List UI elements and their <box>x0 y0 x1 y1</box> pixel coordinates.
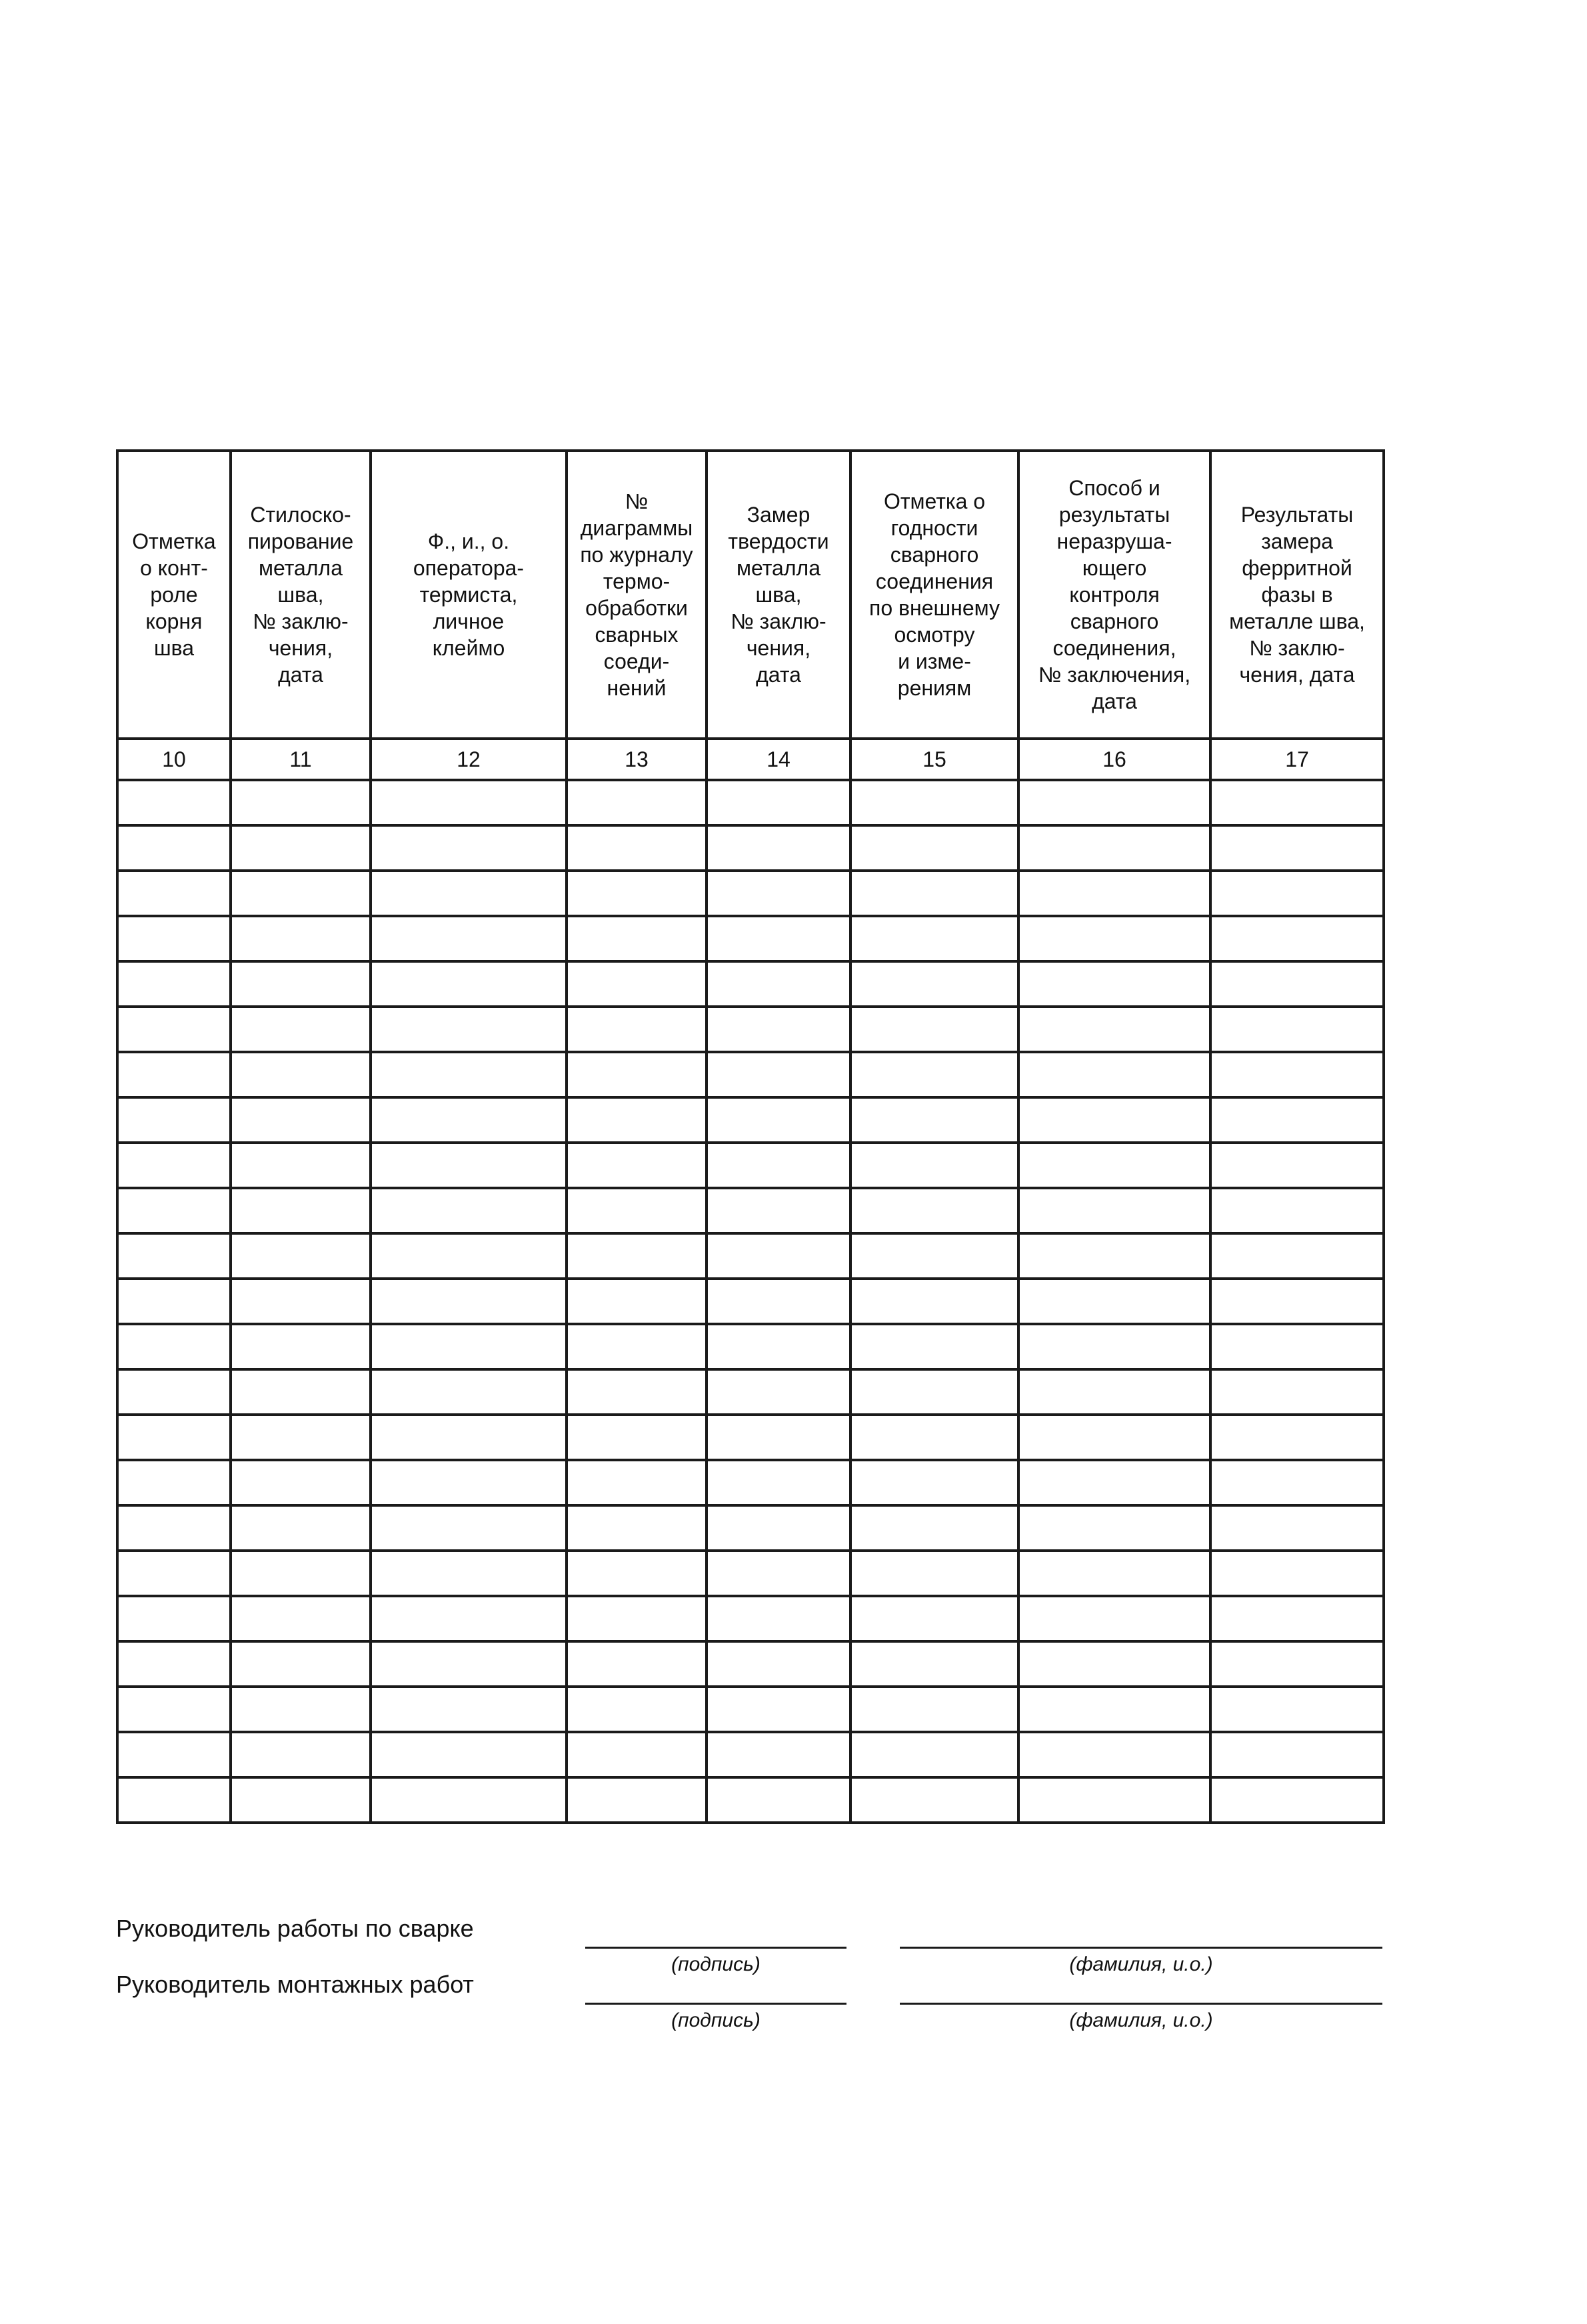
table-cell[interactable] <box>850 1052 1018 1097</box>
table-cell[interactable] <box>231 871 371 916</box>
table-cell[interactable] <box>707 1143 850 1188</box>
table-cell[interactable] <box>1018 1687 1210 1732</box>
table-cell[interactable] <box>567 780 707 825</box>
name-field[interactable] <box>900 2003 1382 2005</box>
table-cell[interactable] <box>1210 916 1384 961</box>
table-cell[interactable] <box>707 1641 850 1687</box>
table-cell[interactable] <box>567 1233 707 1279</box>
table-cell[interactable] <box>1210 1052 1384 1097</box>
table-row <box>117 1279 1384 1324</box>
header-row <box>117 451 1384 739</box>
table-cell[interactable] <box>231 1777 371 1823</box>
table-row <box>117 1052 1384 1097</box>
table-cell[interactable] <box>371 1233 567 1279</box>
table-cell[interactable] <box>1210 961 1384 1007</box>
table-cell[interactable] <box>117 1641 231 1687</box>
table-cell[interactable] <box>1210 1007 1384 1052</box>
table-cell[interactable] <box>850 1596 1018 1641</box>
table-cell[interactable] <box>1210 1596 1384 1641</box>
table-cell[interactable] <box>707 1687 850 1732</box>
column-number: 10 <box>117 739 231 780</box>
table-cell[interactable] <box>1018 1233 1210 1279</box>
table-cell[interactable] <box>117 1188 231 1233</box>
table-cell[interactable] <box>231 1052 371 1097</box>
table-cell[interactable] <box>850 1687 1018 1732</box>
table-cell[interactable] <box>1018 825 1210 871</box>
table-cell[interactable] <box>1018 871 1210 916</box>
table-cell[interactable] <box>850 1188 1018 1233</box>
table-cell[interactable] <box>1210 1732 1384 1777</box>
table-cell[interactable] <box>567 1732 707 1777</box>
table-cell[interactable] <box>371 1505 567 1551</box>
table-cell[interactable] <box>850 1007 1018 1052</box>
table-cell[interactable] <box>707 1052 850 1097</box>
column-header: Отметка о годности сварного соединения по внешнему осмотру и изме- рениям <box>850 451 1018 739</box>
table-cell[interactable] <box>371 1777 567 1823</box>
table-cell[interactable] <box>707 1279 850 1324</box>
table-cell[interactable] <box>850 1279 1018 1324</box>
table-cell[interactable] <box>850 825 1018 871</box>
table-cell[interactable] <box>850 1641 1018 1687</box>
table-cell[interactable] <box>1018 1415 1210 1460</box>
table-cell[interactable] <box>567 1279 707 1324</box>
table-row <box>117 1460 1384 1505</box>
table-cell[interactable] <box>231 1188 371 1233</box>
table-cell[interactable] <box>850 1369 1018 1415</box>
table-cell[interactable] <box>850 1777 1018 1823</box>
table-cell[interactable] <box>567 1641 707 1687</box>
table-cell[interactable] <box>1210 1641 1384 1687</box>
column-header: Результаты замера ферритной фазы в металле шва, № заклю- чения, дата <box>1210 451 1384 739</box>
table-cell[interactable] <box>371 1279 567 1324</box>
table-cell[interactable] <box>850 1415 1018 1460</box>
table-cell[interactable] <box>231 1097 371 1143</box>
table-cell[interactable] <box>707 1732 850 1777</box>
table-cell[interactable] <box>231 1369 371 1415</box>
column-number-row <box>117 739 1384 780</box>
table-cell[interactable] <box>371 1460 567 1505</box>
table-cell[interactable] <box>850 1460 1018 1505</box>
table-cell[interactable] <box>117 1415 231 1460</box>
table-cell[interactable] <box>567 1188 707 1233</box>
column-header: Способ и результаты неразруша- ющего контроля сварного соединения, № заключения, дата <box>1018 451 1210 739</box>
table-cell[interactable] <box>1018 1777 1210 1823</box>
table-cell[interactable] <box>850 1143 1018 1188</box>
table-cell[interactable] <box>567 961 707 1007</box>
table-cell[interactable] <box>850 1551 1018 1596</box>
table-cell[interactable] <box>1018 1097 1210 1143</box>
name-caption: (фамилия, и.о.) <box>1069 1953 1213 1975</box>
table-cell[interactable] <box>567 1687 707 1732</box>
table-cell[interactable] <box>1018 1641 1210 1687</box>
table-cell[interactable] <box>117 1460 231 1505</box>
table-row <box>117 961 1384 1007</box>
table-cell[interactable] <box>1210 1188 1384 1233</box>
table-cell[interactable] <box>231 1415 371 1460</box>
table-cell[interactable] <box>567 1143 707 1188</box>
table-cell[interactable] <box>231 1596 371 1641</box>
table-cell[interactable] <box>707 1097 850 1143</box>
table-row <box>117 1097 1384 1143</box>
table-cell[interactable] <box>1210 780 1384 825</box>
table-cell[interactable] <box>371 1143 567 1188</box>
table-cell[interactable] <box>117 916 231 961</box>
name-field[interactable] <box>900 1947 1382 1949</box>
table-cell[interactable] <box>371 1415 567 1460</box>
table-cell[interactable] <box>1210 871 1384 916</box>
table-cell[interactable] <box>1210 1143 1384 1188</box>
signature-block <box>116 1907 1382 2040</box>
table-row <box>117 1007 1384 1052</box>
table-cell[interactable] <box>371 1687 567 1732</box>
table-cell[interactable] <box>1210 1460 1384 1505</box>
table-cell[interactable] <box>707 1188 850 1233</box>
table-cell[interactable] <box>850 1233 1018 1279</box>
signature-field[interactable] <box>585 2003 846 2005</box>
table-cell[interactable] <box>117 1777 231 1823</box>
table-cell[interactable] <box>850 780 1018 825</box>
table-cell[interactable] <box>117 1324 231 1369</box>
table-cell[interactable] <box>1018 1052 1210 1097</box>
column-header: Замер твердости металла шва, № заклю- чения, дата <box>707 451 850 739</box>
table-cell[interactable] <box>567 1777 707 1823</box>
table-cell[interactable] <box>1018 1732 1210 1777</box>
table-cell[interactable] <box>567 1052 707 1097</box>
table-cell[interactable] <box>371 825 567 871</box>
table-cell[interactable] <box>1018 1143 1210 1188</box>
signature-line-assembly-lead <box>116 1963 1382 2029</box>
table-cell[interactable] <box>231 1687 371 1732</box>
table-cell[interactable] <box>231 1641 371 1687</box>
signature-caption: (подпись) <box>671 1953 761 1975</box>
table-cell[interactable] <box>567 1369 707 1415</box>
table-cell[interactable] <box>850 1505 1018 1551</box>
signature-label: Руководитель работы по сварке <box>116 1915 474 1942</box>
journal-table <box>116 449 1385 1824</box>
table-cell[interactable] <box>231 1732 371 1777</box>
name-caption: (фамилия, и.о.) <box>1069 2009 1213 2031</box>
table-cell[interactable] <box>707 1460 850 1505</box>
table-cell[interactable] <box>707 1415 850 1460</box>
table-cell[interactable] <box>117 1279 231 1324</box>
table-cell[interactable] <box>371 1596 567 1641</box>
table-row <box>117 1732 1384 1777</box>
table-cell[interactable] <box>1018 1596 1210 1641</box>
table-cell[interactable] <box>1018 1007 1210 1052</box>
table-cell[interactable] <box>567 1415 707 1460</box>
table-cell[interactable] <box>371 1369 567 1415</box>
table-row <box>117 1505 1384 1551</box>
table-row <box>117 780 1384 825</box>
table-row <box>117 1369 1384 1415</box>
table-cell[interactable] <box>1210 1369 1384 1415</box>
table-cell[interactable] <box>567 916 707 961</box>
table-cell[interactable] <box>117 825 231 871</box>
table-cell[interactable] <box>117 1097 231 1143</box>
column-header: Отметка о конт- роле корня шва <box>117 451 231 739</box>
table-cell[interactable] <box>231 1505 371 1551</box>
table-cell[interactable] <box>371 1097 567 1143</box>
table-cell[interactable] <box>1210 1097 1384 1143</box>
table-cell[interactable] <box>567 1460 707 1505</box>
table-cell[interactable] <box>1210 1777 1384 1823</box>
table-row <box>117 1596 1384 1641</box>
table-cell[interactable] <box>567 1007 707 1052</box>
table-cell[interactable] <box>231 780 371 825</box>
table-row <box>117 871 1384 916</box>
table-cell[interactable] <box>117 871 231 916</box>
table-cell[interactable] <box>117 1732 231 1777</box>
table-cell[interactable] <box>1018 1505 1210 1551</box>
table-cell[interactable] <box>707 780 850 825</box>
table-row <box>117 1233 1384 1279</box>
table-cell[interactable] <box>231 1324 371 1369</box>
table-cell[interactable] <box>567 871 707 916</box>
table-cell[interactable] <box>1210 1505 1384 1551</box>
table-cell[interactable] <box>1210 1324 1384 1369</box>
table-cell[interactable] <box>117 1143 231 1188</box>
column-number: 11 <box>231 739 371 780</box>
table-cell[interactable] <box>850 916 1018 961</box>
table-row <box>117 1551 1384 1596</box>
table-cell[interactable] <box>117 1505 231 1551</box>
table-cell[interactable] <box>371 1641 567 1687</box>
table-row <box>117 916 1384 961</box>
table-cell[interactable] <box>117 1007 231 1052</box>
table-cell[interactable] <box>231 1007 371 1052</box>
table-cell[interactable] <box>707 871 850 916</box>
table-cell[interactable] <box>567 1505 707 1551</box>
table-cell[interactable] <box>1210 825 1384 871</box>
table-cell[interactable] <box>117 780 231 825</box>
table-row <box>117 1324 1384 1369</box>
table-cell[interactable] <box>1018 961 1210 1007</box>
signature-caption: (подпись) <box>671 2009 761 2031</box>
table-cell[interactable] <box>231 916 371 961</box>
table-cell[interactable] <box>371 961 567 1007</box>
table-cell[interactable] <box>1018 780 1210 825</box>
table-cell[interactable] <box>707 961 850 1007</box>
table-cell[interactable] <box>707 1324 850 1369</box>
table-cell[interactable] <box>231 1143 371 1188</box>
table-cell[interactable] <box>850 961 1018 1007</box>
table-cell[interactable] <box>567 825 707 871</box>
table-cell[interactable] <box>850 1732 1018 1777</box>
table-cell[interactable] <box>707 1551 850 1596</box>
table-row <box>117 1641 1384 1687</box>
table-cell[interactable] <box>707 1369 850 1415</box>
table-cell[interactable] <box>567 1097 707 1143</box>
table-cell[interactable] <box>1210 1687 1384 1732</box>
table-cell[interactable] <box>371 780 567 825</box>
table-cell[interactable] <box>707 1596 850 1641</box>
table-cell[interactable] <box>1018 916 1210 961</box>
table-cell[interactable] <box>231 1233 371 1279</box>
table-cell[interactable] <box>1210 1551 1384 1596</box>
signature-label: Руководитель монтажных работ <box>116 1971 474 1998</box>
table-row <box>117 1188 1384 1233</box>
table-cell[interactable] <box>117 1052 231 1097</box>
table-cell[interactable] <box>117 1551 231 1596</box>
table-cell[interactable] <box>371 916 567 961</box>
column-number: 12 <box>371 739 567 780</box>
table-cell[interactable] <box>371 1732 567 1777</box>
table-cell[interactable] <box>231 825 371 871</box>
table-cell[interactable] <box>1018 1551 1210 1596</box>
table-cell[interactable] <box>117 1233 231 1279</box>
table-cell[interactable] <box>371 1324 567 1369</box>
table-cell[interactable] <box>567 1551 707 1596</box>
column-number: 17 <box>1210 739 1384 780</box>
table-cell[interactable] <box>117 1687 231 1732</box>
table-cell[interactable] <box>371 1188 567 1233</box>
table-cell[interactable] <box>371 1007 567 1052</box>
table-cell[interactable] <box>231 961 371 1007</box>
table-cell[interactable] <box>117 1596 231 1641</box>
table-cell[interactable] <box>231 1279 371 1324</box>
table-cell[interactable] <box>850 1324 1018 1369</box>
table-cell[interactable] <box>1210 1233 1384 1279</box>
table-cell[interactable] <box>707 1007 850 1052</box>
table-cell[interactable] <box>1210 1279 1384 1324</box>
table-cell[interactable] <box>231 1551 371 1596</box>
signature-field[interactable] <box>585 1947 846 1949</box>
table-cell[interactable] <box>707 916 850 961</box>
table-cell[interactable] <box>117 1369 231 1415</box>
table-cell[interactable] <box>850 871 1018 916</box>
table-cell[interactable] <box>567 1324 707 1369</box>
table-cell[interactable] <box>1018 1188 1210 1233</box>
table-cell[interactable] <box>1018 1460 1210 1505</box>
table-cell[interactable] <box>117 961 231 1007</box>
table-row <box>117 1143 1384 1188</box>
table-cell[interactable] <box>371 871 567 916</box>
table-cell[interactable] <box>567 1596 707 1641</box>
table-row <box>117 825 1384 871</box>
table-cell[interactable] <box>1210 1415 1384 1460</box>
table-cell[interactable] <box>1018 1279 1210 1324</box>
table-cell[interactable] <box>231 1460 371 1505</box>
table-cell[interactable] <box>850 1097 1018 1143</box>
table-cell[interactable] <box>707 1777 850 1823</box>
column-header: Стилоско- пирование металла шва, № заклю- чения, дата <box>231 451 371 739</box>
table-cell[interactable] <box>1018 1324 1210 1369</box>
table-row <box>117 1777 1384 1823</box>
column-header: Ф., и., о. оператора- термиста, личное клеймо <box>371 451 567 739</box>
column-number: 16 <box>1018 739 1210 780</box>
table-cell[interactable] <box>371 1052 567 1097</box>
table-cell[interactable] <box>1018 1369 1210 1415</box>
table-cell[interactable] <box>707 1233 850 1279</box>
column-header: № диаграммы по журналу термо- обработки сварных соеди- нений <box>567 451 707 739</box>
column-number: 15 <box>850 739 1018 780</box>
table-cell[interactable] <box>707 1505 850 1551</box>
table-cell[interactable] <box>371 1551 567 1596</box>
column-number: 14 <box>707 739 850 780</box>
table-row <box>117 1687 1384 1732</box>
table-row <box>117 1415 1384 1460</box>
column-number: 13 <box>567 739 707 780</box>
table-cell[interactable] <box>707 825 850 871</box>
